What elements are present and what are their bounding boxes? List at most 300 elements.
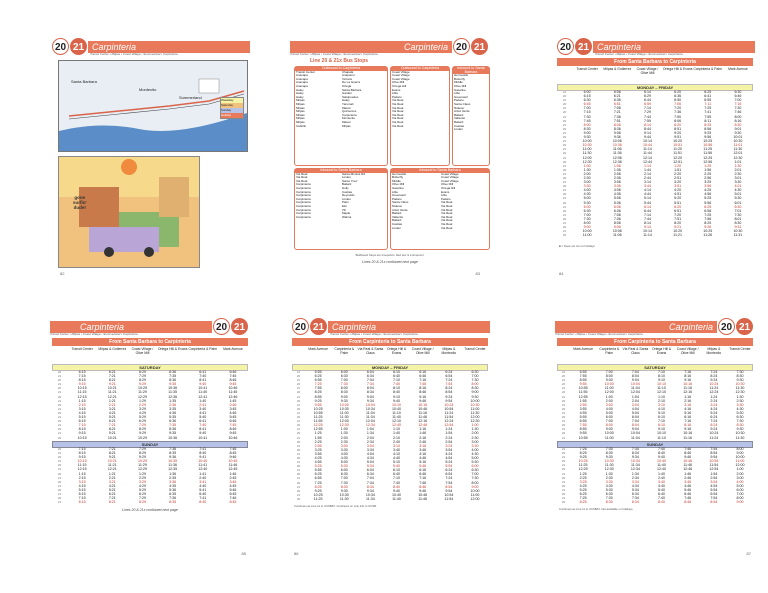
table-cell: 10:40 — [657, 459, 667, 464]
table-cell: 9:00 — [736, 451, 744, 456]
table-cell: 12:24 — [709, 390, 719, 395]
table-cell: 20 — [562, 233, 567, 238]
table-cell: 3:30 — [605, 479, 613, 484]
stop-name: Via Real — [392, 110, 404, 114]
table-cell: 8:25 — [579, 500, 587, 505]
table-cell: 10:01 — [733, 135, 743, 140]
table-cell: 20 — [561, 459, 566, 464]
stop-name: Nidever — [454, 106, 465, 110]
table-cell: 4:00 — [736, 479, 744, 484]
table-cell: 9:35 — [169, 431, 177, 436]
table-cell: 8:15 — [78, 378, 86, 383]
table-cell: 21 — [57, 492, 62, 497]
table-cell: 7:45 — [583, 118, 591, 123]
table-cell: 6:30 — [471, 370, 479, 374]
direction-bar: From Santa Barbara to Carpinteria — [52, 338, 248, 346]
table-cell: 20 — [57, 419, 62, 424]
table-note: ■ = Does not run on holidays — [559, 244, 595, 248]
table-cell: 10:41 — [198, 386, 208, 391]
table-cell: 7:34 — [366, 382, 374, 387]
table-cell: 9:29 — [138, 455, 146, 460]
stop-name: Padaro — [441, 197, 451, 201]
table-cell: 10:40 — [198, 459, 208, 464]
stop-name: Anacapa — [296, 84, 308, 88]
table-cell: 9:04 — [631, 378, 639, 383]
table-cell: 6:30 — [340, 374, 348, 379]
table-cell: 21 — [57, 467, 62, 472]
page-86 — [290, 318, 490, 556]
table-cell: 21 — [561, 435, 566, 440]
table-cell: 7:54 — [710, 447, 718, 451]
table-cell: 10:46 — [418, 406, 428, 411]
table-cell: 10:25 — [313, 406, 323, 411]
stop-name: Linden — [342, 197, 352, 201]
table-cell: 1:54 — [445, 431, 453, 436]
table-cell: 7:29 — [138, 447, 146, 451]
table-cell: 21 — [296, 460, 301, 465]
page-header — [290, 38, 490, 55]
table-cell: 5:46 — [419, 464, 427, 469]
column-header: Transit Center — [71, 347, 93, 351]
table-cell: 20 — [57, 496, 62, 501]
table-cell: 7:35 — [169, 423, 177, 428]
table-cell: 11:34 — [631, 463, 640, 468]
table-cell: 5:41 — [199, 487, 207, 492]
table-cell: 11:25 — [313, 415, 323, 420]
table-cell: 10:30 — [604, 459, 614, 464]
stop-name: Maple — [342, 212, 351, 216]
map-label-2: Montecito — [139, 87, 157, 92]
table-cell: 9:46 — [684, 455, 692, 460]
page-82 — [50, 38, 250, 276]
table-cell: 9:15 — [78, 382, 86, 387]
table-cell: 9:06 — [613, 225, 621, 230]
table-cell: 11:01 — [733, 143, 743, 148]
route-20-badge: 20 — [453, 38, 470, 55]
table-cell: 7:59 — [643, 118, 651, 123]
table-cell: 7:24 — [710, 419, 718, 424]
column-headers — [557, 68, 753, 82]
table-cell: 8:34 — [631, 451, 639, 456]
table-cell: 9:10 — [658, 427, 666, 432]
table-cell: 9:45 — [229, 382, 237, 387]
table-cell: 8:25 — [314, 484, 322, 489]
table-cell: 3:10 — [393, 443, 401, 448]
table-cell: 11:04 — [631, 435, 640, 440]
table-cell: 6:30 — [734, 204, 742, 209]
table-cell: 7:30 — [736, 370, 744, 374]
table-cell: 3:00 — [471, 439, 479, 444]
table-cell: 1:40 — [199, 398, 207, 403]
table-cell: 12:56 — [703, 159, 713, 164]
table-cell: 7:54 — [445, 480, 453, 485]
table-cell: 4:15 — [78, 483, 86, 488]
table-cell: 9:35 — [169, 382, 177, 387]
table-cell: 10:10 — [657, 431, 667, 436]
table-cell: 21 — [296, 468, 301, 473]
table-cell: 11:40 — [392, 415, 401, 420]
column-header: Carpinteria & Palm — [334, 347, 355, 355]
table-cell: 2:25 — [314, 439, 322, 444]
continued-note: Lines 20 & 21x continued next page — [122, 508, 178, 512]
table-cell: 5:30 — [736, 410, 744, 415]
table-cell: 3:00 — [583, 180, 591, 185]
table-cell: 2:15 — [78, 402, 86, 407]
table-cell: 4:40 — [393, 455, 401, 460]
table-cell: 20 — [296, 382, 301, 387]
table-cell: 12:24 — [444, 419, 454, 424]
table-cell: 8:04 — [631, 423, 639, 428]
table-cell: 6:36 — [674, 94, 682, 99]
table-cell: 2:34 — [631, 475, 639, 480]
column-header: Ortega Hill & Evans — [386, 347, 407, 355]
table-cell: 4:36 — [613, 192, 621, 197]
table-cell: 12:30 — [470, 419, 480, 424]
table-cell: 6:30 — [605, 492, 613, 497]
table-cell: 8:40 — [199, 500, 207, 505]
table-cell: 2:24 — [445, 435, 453, 440]
table-cell: 5:44 — [643, 200, 651, 205]
table-cell: 9:21 — [108, 431, 116, 436]
table-cell: 7:21 — [108, 423, 116, 428]
table-cell: 6:14 — [643, 204, 651, 209]
table-cell: 9:24 — [445, 394, 453, 399]
table-cell: 7:16 — [419, 378, 427, 383]
table-cell: 10:54 — [709, 459, 719, 464]
bubble-line: dude! — [73, 205, 86, 210]
table-cell: 1:24 — [710, 394, 718, 399]
table-note: Continues as Line 11 to UCSB/IV. Continues on Line 24x to UCSB. — [294, 504, 377, 508]
table-cell: 7:36 — [169, 496, 177, 501]
table-cell: 11:00 — [735, 459, 745, 464]
table-cell: 10:30 — [339, 406, 349, 411]
table-cell: 7:29 — [643, 110, 651, 115]
stop-name: 7th — [342, 208, 347, 212]
table-cell: 21 — [57, 415, 62, 420]
table-cell: 1:30 — [734, 163, 742, 168]
table-cell: 4:46 — [684, 483, 692, 488]
table-cell: 6:51 — [613, 102, 621, 107]
table-cell: 1:16 — [419, 427, 427, 432]
table-cell: 12:34 — [365, 423, 375, 428]
table-cell: 12:21 — [107, 394, 117, 399]
stop-box-outbound — [294, 66, 388, 166]
table-cell: 5:16 — [419, 460, 427, 465]
table-cell: 8:10 — [658, 423, 666, 428]
table-cell: 4:30 — [605, 483, 613, 488]
stop-name: Via Real — [392, 124, 404, 128]
table-cell: 8:21 — [108, 500, 116, 505]
table-cell: 8:56 — [704, 126, 712, 131]
table-cell: 2:00 — [736, 471, 744, 476]
table-cell: 21 — [57, 406, 62, 411]
table-cell: 9:30 — [605, 455, 613, 460]
table-cell: 7:24 — [445, 378, 453, 383]
subtitle: Transit Center • Milpas • Coast Village • Summerland • Carpinteria — [595, 52, 683, 56]
table-cell: 10:00 — [470, 398, 480, 403]
table-cell: 6:21 — [108, 419, 116, 424]
table-cell: 5:45 — [229, 415, 237, 420]
table-cell: 7:01 — [734, 208, 742, 213]
table-cell: 21 — [57, 431, 62, 436]
table-cell: 6:30 — [471, 468, 479, 473]
table-cell: 11:00 — [604, 386, 614, 391]
table-cell: 8:54 — [445, 484, 453, 489]
table-cell: 7:00 — [583, 106, 591, 111]
subtitle: Transit Center • Milpas • Coast Village • Summerland • Carpinteria — [290, 52, 378, 56]
table-cell: 1:29 — [138, 471, 146, 476]
table-cell: 7:34 — [631, 496, 639, 501]
table-cell: 7:30 — [471, 378, 479, 383]
table-cell: 10:34 — [365, 492, 375, 497]
table-cell: 9:16 — [684, 378, 692, 383]
table-cell: 11:54 — [709, 463, 719, 468]
table-cell: 20 — [296, 415, 301, 420]
table-cell: 21 — [562, 221, 567, 225]
table-cell: 2:30 — [340, 439, 348, 444]
table-cell: 6:21 — [613, 94, 621, 99]
stop-name: Padaro — [454, 99, 464, 103]
table-cell: 9:20 — [674, 130, 682, 135]
table-cell: 21 — [296, 451, 301, 456]
table-cell: 4:54 — [445, 455, 453, 460]
page-85 — [50, 318, 250, 556]
table-cell: 6:36 — [169, 419, 177, 424]
timetable-saturday — [52, 370, 248, 440]
table-cell: 10:25 — [703, 229, 713, 234]
table-cell: 10:40 — [392, 406, 402, 411]
table-cell: 6:29 — [138, 370, 146, 374]
table-cell: 9:00 — [471, 484, 479, 489]
page-header — [290, 318, 490, 335]
table-cell: 3:21 — [108, 406, 116, 411]
legend-item: Saturday — [221, 103, 243, 108]
table-cell: 8:44 — [643, 126, 651, 131]
page-87 — [555, 318, 755, 556]
table-cell: 2:29 — [138, 475, 146, 480]
table-cell: 8:06 — [674, 118, 682, 123]
table-cell: 11:25 — [313, 496, 323, 501]
table-cell: 1:34 — [366, 431, 374, 436]
table-cell: 20 — [562, 102, 567, 107]
table-cell: 3:25 — [704, 180, 712, 185]
table-cell: 21 — [296, 427, 301, 432]
stop-name: Santa Claus — [392, 201, 409, 205]
table-cell: 8:25 — [314, 390, 322, 395]
table-cell: 21 — [296, 410, 301, 415]
table-cell: 8:00 — [734, 114, 742, 119]
table-cell: 9:00 — [605, 378, 613, 383]
table-cell: 20 — [57, 479, 62, 484]
table-cell: 7:06 — [613, 212, 621, 217]
legend-item: Weekday — [221, 98, 243, 103]
table-cell: 12:46 — [683, 467, 693, 472]
table-cell: 1:40 — [393, 431, 401, 436]
stop-name: Linden — [392, 226, 402, 230]
table-cell: 21 — [57, 398, 62, 403]
table-cell: 7:55 — [579, 423, 587, 428]
page-number: 86 — [294, 551, 299, 556]
table-cell: 3:14 — [643, 180, 651, 185]
table-cell: 8:29 — [138, 378, 146, 383]
table-cell: 7:04 — [631, 419, 639, 424]
table-cell: 21 — [561, 471, 566, 476]
table-cell: 12:25 — [703, 155, 713, 160]
column-header: Mark Avenue — [728, 67, 748, 71]
table-cell: 11:46 — [418, 496, 428, 501]
table-cell: 9:30 — [736, 427, 744, 432]
table-cell: 5:15 — [78, 415, 86, 420]
table-cell: 10:25 — [313, 492, 323, 497]
stop-name: Haley — [342, 99, 350, 103]
table-cell: 11:40 — [198, 390, 208, 395]
table-cell: 12:46 — [418, 423, 428, 428]
table-cell: 8:55 — [314, 394, 322, 399]
stop-name: Haley — [296, 88, 304, 92]
route-21-badge: 21 — [575, 38, 592, 55]
table-cell: 6:46 — [229, 370, 237, 374]
table-cell: 7:30 — [583, 114, 591, 119]
table-cell: 2:25 — [579, 475, 587, 480]
table-cell: 5:24 — [710, 410, 718, 415]
direction-bar: From Carpinteria to Santa Barbara — [557, 338, 753, 346]
table-cell: 21 — [562, 98, 567, 103]
table-cell: 9:55 — [579, 382, 587, 387]
table-cell: 11:40 — [657, 463, 666, 468]
table-cell: 9:29 — [138, 382, 146, 387]
table-cell: 20 — [561, 382, 566, 387]
table-cell: 5:36 — [169, 487, 177, 492]
table-cell: 1:40 — [658, 471, 666, 476]
route-20-badge: 20 — [718, 318, 735, 335]
map-legend — [220, 97, 244, 119]
table-cell: 6:30 — [734, 90, 742, 94]
table-cell: 6:20 — [674, 90, 682, 94]
stop-name: Bailard — [454, 120, 464, 124]
table-cell: 10:10 — [657, 382, 667, 387]
table-cell: 5:15 — [78, 487, 86, 492]
table-cell: 9:40 — [199, 431, 207, 436]
table-cell: 9:40 — [393, 488, 401, 493]
table-cell: 3:29 — [138, 479, 146, 484]
page-header — [555, 318, 755, 335]
table-cell: 6:10 — [393, 468, 401, 473]
table-row — [52, 500, 248, 504]
table-cell: 9:46 — [419, 488, 427, 493]
table-cell: 9:54 — [710, 455, 718, 460]
table-cell: 8:40 — [199, 451, 207, 456]
table-cell: 7:21 — [613, 110, 621, 115]
table-cell: 11:10 — [657, 435, 666, 440]
table-cell: 4:41 — [199, 410, 207, 415]
table-cell: 6:06 — [613, 90, 621, 94]
table-cell: 7:00 — [734, 98, 742, 103]
table-cell: 10:10 — [392, 402, 402, 407]
table-cell: 7:40 — [199, 423, 207, 428]
table-cell: 12:15 — [77, 467, 87, 472]
table-cell: 1:00 — [340, 427, 348, 432]
table-cell: 8:30 — [605, 500, 613, 505]
stop-name: Middle — [454, 81, 463, 85]
stop-name: Via Real — [392, 120, 404, 124]
table-cell: 7:16 — [734, 102, 742, 107]
table-cell: 6:46 — [734, 94, 742, 99]
table-cell: 20 — [562, 110, 567, 115]
illustration — [58, 156, 200, 268]
table-cell: 2:54 — [445, 439, 453, 444]
stop-name: Hermosillo — [392, 172, 407, 176]
table-cell: 4:30 — [736, 406, 744, 411]
table-cell: 11:21 — [673, 233, 682, 238]
table-cell: 12:30 — [339, 423, 349, 428]
stop-name: Middle — [392, 179, 401, 183]
table-cell: 11:30 — [735, 435, 745, 440]
table-cell: 8:00 — [583, 122, 591, 127]
table-cell: 21 — [562, 229, 567, 234]
table-cell: 12:14 — [642, 155, 652, 160]
stop-name: Nidever — [392, 204, 403, 208]
table-cell: 9:30 — [471, 394, 479, 399]
table-cell: 6:40 — [393, 472, 401, 477]
table-cell: 2:16 — [684, 398, 692, 403]
table-cell: 8:30 — [736, 423, 744, 428]
table-cell: 10:24 — [709, 382, 719, 387]
stop-name: Carpinteria — [296, 186, 311, 190]
table-cell: 5:40 — [393, 464, 401, 469]
table-cell: 10:54 — [444, 492, 454, 497]
table-cell: 2:10 — [658, 398, 666, 403]
table-cell: 12:04 — [630, 390, 640, 395]
table-cell: 20 — [296, 447, 301, 452]
table-cell: 21 — [561, 496, 566, 501]
table-cell: 7:25 — [579, 447, 587, 451]
table-cell: 7:25 — [314, 480, 322, 485]
table-cell: 5:21 — [108, 415, 116, 420]
table-cell: 7:29 — [138, 496, 146, 501]
table-cell: 7:00 — [605, 370, 613, 374]
table-cell: 12:10 — [392, 419, 402, 424]
table-cell: 8:54 — [710, 500, 718, 505]
table-cell: 8:46 — [684, 451, 692, 456]
stop-name: Carpinteria — [296, 194, 311, 198]
table-cell: 5:46 — [229, 487, 237, 492]
table-cell: 21 — [296, 378, 301, 383]
table-cell: 5:35 — [169, 415, 177, 420]
table-cell: 8:29 — [138, 427, 146, 432]
table-cell: 4:55 — [579, 410, 587, 415]
table-cell: 2:30 — [583, 175, 591, 180]
table-cell: 4:16 — [419, 451, 427, 456]
table-cell: 8:30 — [583, 126, 591, 131]
table-cell: 11:24 — [444, 410, 454, 415]
table-cell: 11:30 — [733, 147, 743, 152]
table-cell: 6:44 — [643, 208, 651, 213]
stop-name: Carpinteria — [296, 215, 311, 219]
direction-bar: From Santa Barbara to Carpinteria — [557, 58, 753, 66]
table-cell: 7:54 — [445, 382, 453, 387]
table-cell: 5:24 — [445, 460, 453, 465]
table-cell: 12:30 — [733, 155, 743, 160]
table-cell: 8:36 — [169, 427, 177, 432]
table-cell: 7:21 — [108, 374, 116, 379]
table-cell: 21 — [562, 196, 567, 201]
table-cell: 11:00 — [582, 233, 592, 238]
page-number: 82 — [60, 271, 65, 276]
table-cell: 6:55 — [314, 378, 322, 383]
stop-name: Quinientos — [342, 110, 357, 114]
stop-name: Casitas — [342, 190, 353, 194]
table-cell: 10:55 — [578, 435, 588, 440]
